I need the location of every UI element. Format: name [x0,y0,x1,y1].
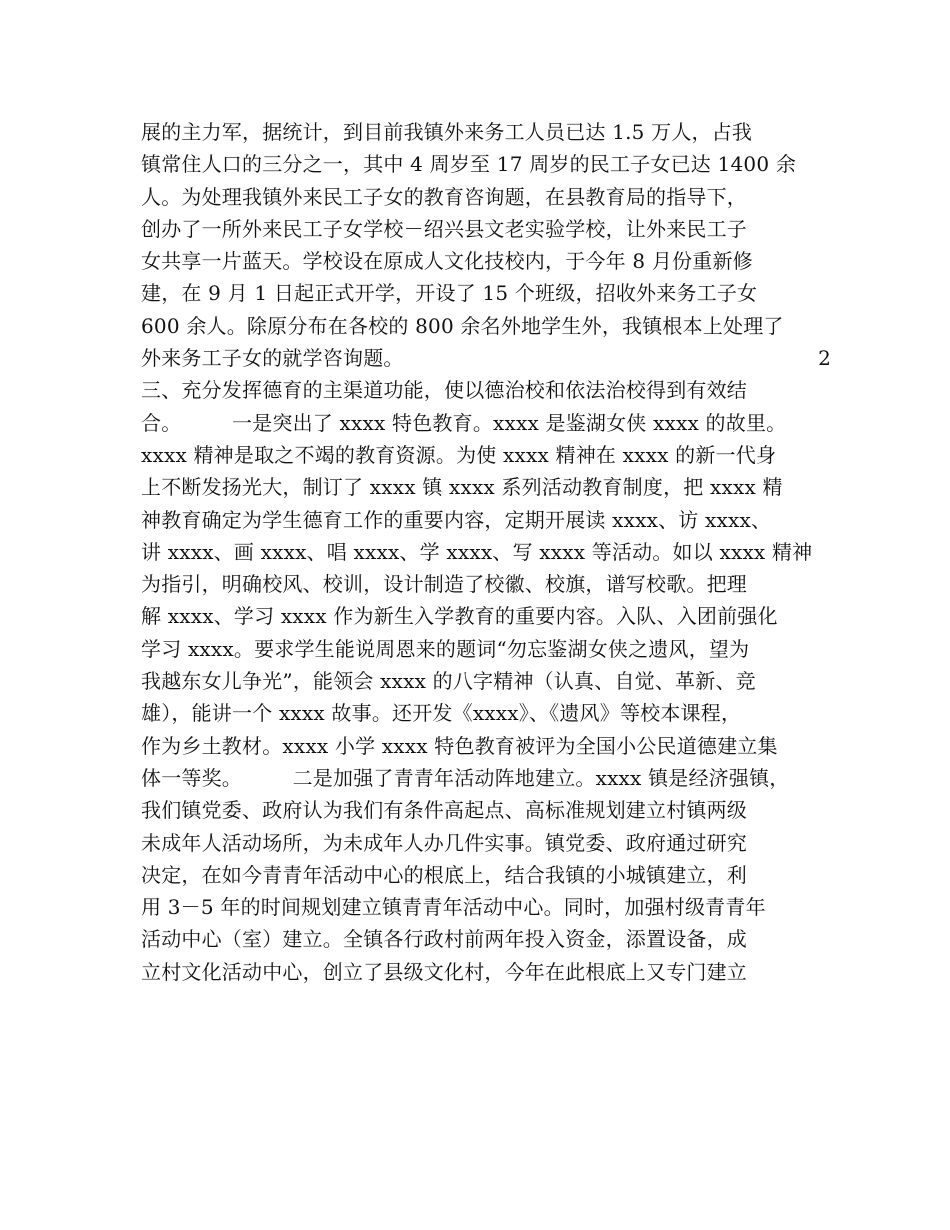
text-line-3: 人。为处理我镇外来民工子女的教育咨询题，在县教育局的指导下， [141,184,747,209]
body-text [141,116,831,988]
text-line-15: 为指引，明确校风、校训，设计制造了校徽、校旗，谱写校歌。把理 [141,572,747,597]
text-line-11: xxxx 精神是取之不竭的教育资源。为使 xxxx 精神在 xxxx 的新一代身 [141,442,777,467]
text-line-5: 女共享一片蓝天。学校设在原成人文化技校内，于今年 8 月份重新修 [141,249,753,274]
text-line-2: 镇常住人口的三分之一，其中 4 周岁至 17 周岁的民工子女已达 1400 余 [141,152,797,177]
text-line-17: 学习 xxxx。要求学生能说周恩来的题词“勿忘鉴湖女侠之遗风，望为 [141,636,750,661]
text-line-10: 合。 一是突出了 xxxx 特色教育。xxxx 是鉴湖女侠 xxxx 的故里。 [141,410,787,435]
text-line-8 [141,342,831,374]
text-line-13: 神教育确定为学生德育工作的重要内容，定期开展读 xxxx、访 xxxx、 [141,507,772,532]
text-line-7: 600 余人。除原分布在各校的 800 余名外地学生外，我镇根本上处理了 [141,313,784,338]
text-line-23: 未成年人活动场所，为未成年人办几件实事。镇党委、政府通过研究 [141,830,747,855]
text-line-24: 决定，在如今青青年活动中心的根底上，结合我镇的小城镇建立，利 [141,862,747,887]
text-line-27: 立村文化活动中心，创立了县级文化村，今年在此根底上又专门建立 [141,959,747,984]
text-line-20: 作为乡土教材。xxxx 小学 xxxx 特色教育被评为全国小公民道德建立集 [141,733,778,758]
text-line-26: 活动中心（室）建立。全镇各行政村前两年投入资金，添置设备，成 [141,927,747,952]
text-line-16: 解 xxxx、学习 xxxx 作为新生入学教育的重要内容。入队、入团前强化 [141,604,778,629]
text-line-12: 上不断发扬光大，制订了 xxxx 镇 xxxx 系列活动教育制度，把 xxxx 精 [141,475,783,500]
text-line-4: 创办了一所外来民工子女学校－绍兴县文老实验学校，让外来民工子 [141,216,747,241]
page-number: 2 [818,346,831,371]
text-line-14: 讲 xxxx、画 xxxx、唱 xxxx、学 xxxx、写 xxxx 等活动。如以 xxxx 精神 [141,539,813,564]
text-line-25: 用 3－5 年的时间规划建立镇青青年活动中心。同时，加强村级青青年 [141,895,766,920]
text-line-18: 我越东女儿争光”，能领会 xxxx 的八字精神（认真、自觉、革新、竞 [141,669,756,694]
text-line-22: 我们镇党委、政府认为我们有条件高起点、高标准规划建立村镇两级 [141,798,747,823]
text-line-8-content: 外来务工子女的就学咨询题。 [141,346,404,371]
text-line-1: 展的主力军，据统计，到目前我镇外来务工人员已达 1.5 万人，占我 [141,120,753,144]
text-line-9: 三、充分发挥德育的主渠道功能，使以德治校和依法治校得到有效结 [141,378,747,403]
text-line-19: 雄），能讲一个 xxxx 故事。还开发《xxxx》、《遗风》等校本课程， [141,701,742,726]
text-line-21: 体一等奖。 二是加强了青青年活动阵地建立。xxxx 镇是经济强镇， [141,765,790,790]
text-line-6: 建，在 9 月 1 日起正式开学，开设了 15 个班级，招收外来务工子女 [141,281,758,306]
